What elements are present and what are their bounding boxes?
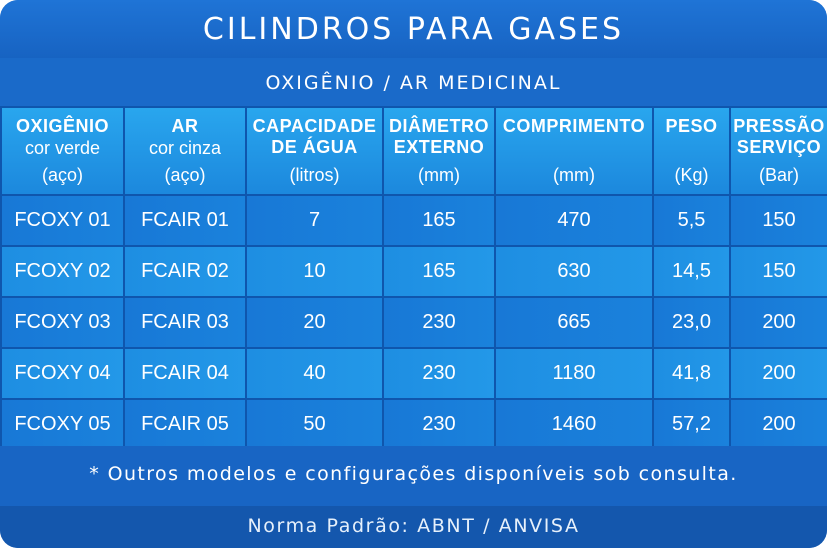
page-title: CILINDROS PARA GASES: [0, 0, 827, 58]
cell-air-model: FCAIR 03: [124, 297, 246, 348]
cell-oxygen-model: FCOXY 02: [1, 246, 124, 297]
header-unit: (mm): [418, 165, 460, 185]
cell-diameter: 165: [383, 246, 495, 297]
cell-pressure: 200: [730, 297, 827, 348]
table-row: [1, 297, 827, 348]
cell-capacity: 7: [246, 195, 383, 246]
header-oxygen: [1, 107, 124, 195]
cell-air-model: FCAIR 04: [124, 348, 246, 399]
cell-pressure: 200: [730, 399, 827, 450]
section-subtitle: OXIGÊNIO / AR MEDICINAL: [0, 58, 827, 106]
header-unit: (aço): [164, 165, 206, 185]
cell-weight: 41,8: [653, 348, 730, 399]
cell-diameter: 230: [383, 348, 495, 399]
header-main: PESO: [665, 116, 718, 136]
cell-capacity: 20: [246, 297, 383, 348]
header-capacity: [246, 107, 383, 195]
cell-air-model: FCAIR 05: [124, 399, 246, 450]
cell-capacity: 40: [246, 348, 383, 399]
cell-length: 470: [495, 195, 653, 246]
header-weight: [653, 107, 730, 195]
header-unit: (Kg): [674, 165, 709, 185]
table-row: [1, 246, 827, 297]
cell-pressure: 200: [730, 348, 827, 399]
cell-weight: 57,2: [653, 399, 730, 450]
header-main: PRESSÃO SERVIÇO: [733, 116, 825, 157]
cell-air-model: FCAIR 01: [124, 195, 246, 246]
cell-air-model: FCAIR 02: [124, 246, 246, 297]
cell-length: 1460: [495, 399, 653, 450]
table-row: [1, 348, 827, 399]
header-sub: cor cinza: [148, 138, 222, 158]
cell-oxygen-model: FCOXY 03: [1, 297, 124, 348]
table-row: [1, 195, 827, 246]
header-unit: (mm): [553, 165, 595, 185]
header-unit: (aço): [41, 165, 83, 185]
cell-oxygen-model: FCOXY 05: [1, 399, 124, 450]
header-main: DIÂMETRO EXTERNO: [389, 116, 489, 157]
header-unit: (Bar): [759, 165, 799, 185]
header-main: CAPACIDADE DE ÁGUA: [252, 116, 377, 157]
cell-oxygen-model: FCOXY 01: [1, 195, 124, 246]
header-diameter: [383, 107, 495, 195]
cell-diameter: 230: [383, 297, 495, 348]
cell-length: 1180: [495, 348, 653, 399]
table-row: [1, 399, 827, 450]
cell-length: 630: [495, 246, 653, 297]
header-main: COMPRIMENTO: [502, 116, 646, 136]
cell-capacity: 50: [246, 399, 383, 450]
footnote: * Outros modelos e configurações disponíveis sob consulta.: [0, 446, 827, 506]
header-pressure: [730, 107, 827, 195]
cell-weight: 5,5: [653, 195, 730, 246]
cell-diameter: 230: [383, 399, 495, 450]
header-unit: (litros): [289, 165, 340, 185]
table-header-row: [1, 107, 827, 195]
header-air: [124, 107, 246, 195]
header-length: [495, 107, 653, 195]
spec-table: [0, 106, 827, 451]
standard-note: Norma Padrão: ABNT / ANVISA: [0, 506, 827, 548]
cell-diameter: 165: [383, 195, 495, 246]
cell-pressure: 150: [730, 195, 827, 246]
header-main: OXIGÊNIO: [15, 116, 109, 136]
header-sub: cor verde: [24, 138, 101, 158]
cell-weight: 23,0: [653, 297, 730, 348]
cell-length: 665: [495, 297, 653, 348]
cell-weight: 14,5: [653, 246, 730, 297]
cell-pressure: 150: [730, 246, 827, 297]
cell-oxygen-model: FCOXY 04: [1, 348, 124, 399]
header-main: AR: [171, 116, 199, 136]
cell-capacity: 10: [246, 246, 383, 297]
